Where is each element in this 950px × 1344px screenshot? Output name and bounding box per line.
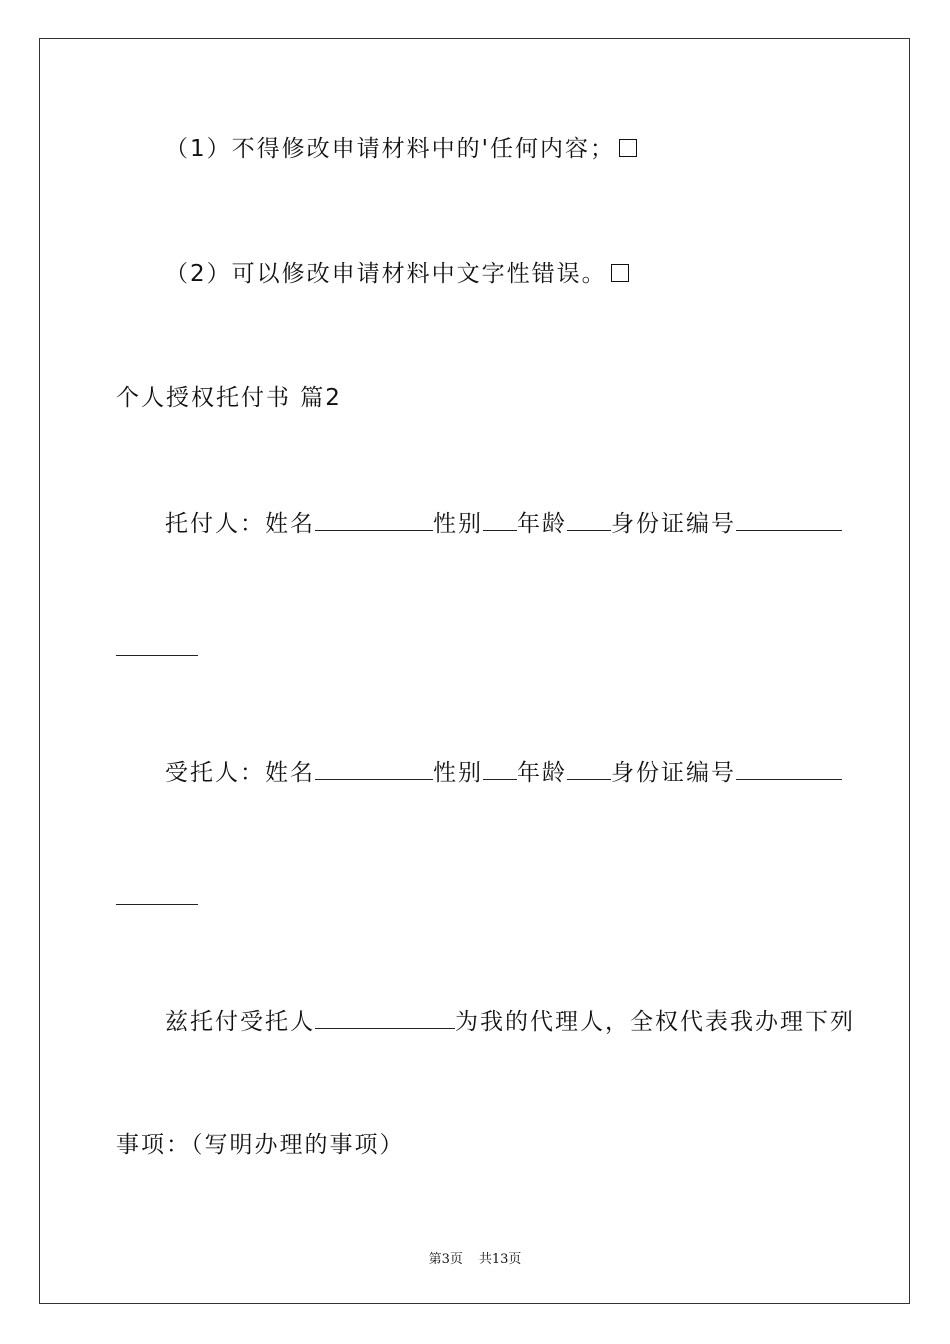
delegation-prefix: 兹托付受托人 bbox=[165, 1009, 315, 1035]
principal-gender-blank[interactable] bbox=[483, 508, 517, 531]
section-title: 个人授权托付书 篇2 bbox=[116, 385, 342, 411]
principal-age-blank[interactable] bbox=[567, 508, 611, 531]
page-footer bbox=[0, 1248, 950, 1267]
delegation-suffix: 为我的代理人，全权代表我办理下列 bbox=[455, 1009, 855, 1035]
agent-age-label: 年龄 bbox=[517, 760, 567, 786]
principal-id-blank-continued[interactable] bbox=[116, 633, 198, 656]
delegation-continuation: 事项：（写明办理的事项） bbox=[116, 1132, 405, 1158]
principal-id-continuation bbox=[116, 633, 198, 664]
item-1-text: （1）不得修改申请材料中的'任何内容； bbox=[165, 136, 615, 162]
principal-line bbox=[165, 508, 842, 539]
page-frame bbox=[39, 38, 910, 1304]
checkbox-item-2[interactable] bbox=[611, 264, 629, 282]
delegation-line bbox=[165, 1006, 855, 1037]
agent-id-blank-continued[interactable] bbox=[116, 882, 198, 905]
item-2-text: （2）可以修改申请材料中文字性错误。 bbox=[165, 261, 607, 287]
principal-id-blank[interactable] bbox=[736, 508, 842, 531]
item-1 bbox=[165, 134, 637, 164]
item-2 bbox=[165, 259, 629, 289]
agent-name-label: 受托人：姓名 bbox=[165, 760, 315, 786]
agent-gender-label: 性别 bbox=[433, 760, 483, 786]
agent-id-blank[interactable] bbox=[736, 757, 842, 780]
checkbox-item-1[interactable] bbox=[619, 139, 637, 157]
agent-id-label: 身份证编号 bbox=[611, 760, 736, 786]
principal-age-label: 年龄 bbox=[517, 511, 567, 537]
delegate-name-blank[interactable] bbox=[315, 1006, 455, 1029]
principal-name-blank[interactable] bbox=[315, 508, 433, 531]
page-number: 第3页 bbox=[428, 1252, 463, 1267]
agent-id-continuation bbox=[116, 882, 198, 913]
page-total: 共13页 bbox=[478, 1252, 522, 1267]
agent-gender-blank[interactable] bbox=[483, 757, 517, 780]
principal-id-label: 身份证编号 bbox=[611, 511, 736, 537]
agent-age-blank[interactable] bbox=[567, 757, 611, 780]
principal-gender-label: 性别 bbox=[433, 511, 483, 537]
agent-name-blank[interactable] bbox=[315, 757, 433, 780]
agent-line bbox=[165, 757, 842, 788]
principal-name-label: 托付人：姓名 bbox=[165, 511, 315, 537]
